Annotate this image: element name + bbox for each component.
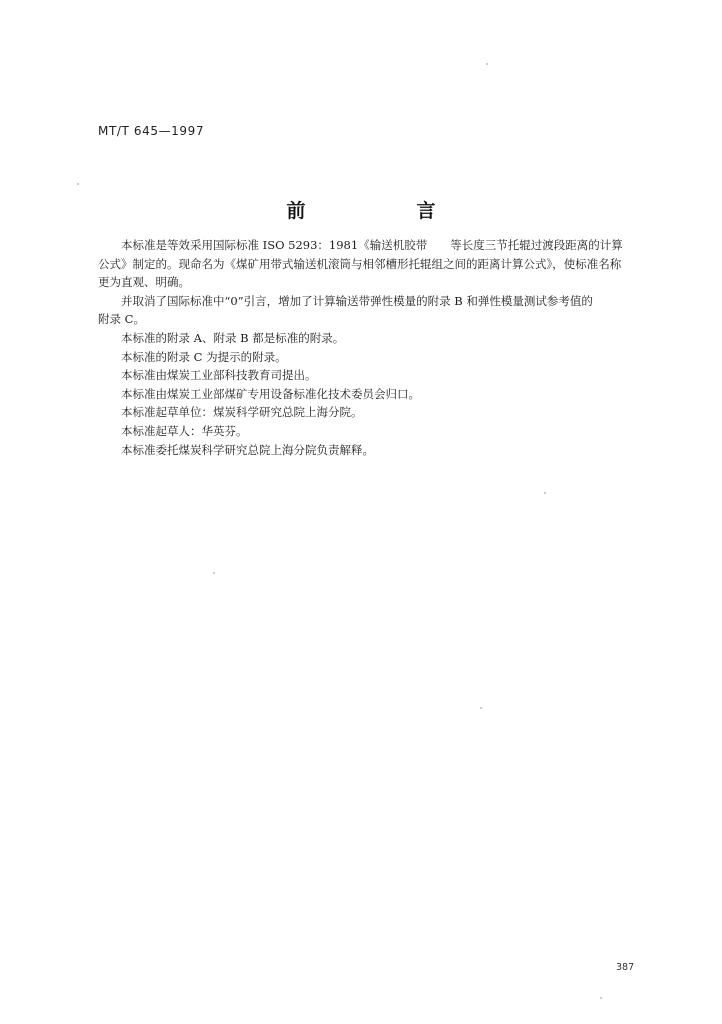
page-number: 387 <box>616 962 635 973</box>
paragraph-interpretation <box>98 441 658 460</box>
paragraph-drafter <box>98 422 658 441</box>
scan-speck <box>544 492 546 494</box>
paragraph-line: 本标准的附录 C 为提示的附录。 <box>121 349 287 364</box>
scan-speck <box>213 572 215 574</box>
paragraph-line: 本标准由煤炭工业部煤矿专用设备标准化技术委员会归口。 <box>121 386 420 401</box>
paragraph-line: 公式》制定的。现命名为《煤矿用带式输送机滚筒与相邻槽形托辊组之间的距离计算公式》，使标准名称 <box>98 256 622 271</box>
paragraph-line: 本标准由煤炭工业部科技教育司提出。 <box>121 368 317 383</box>
paragraph-line: 本标准起草人：华英芬。 <box>121 423 248 438</box>
scan-speck <box>77 183 79 185</box>
paragraph-line: 本标准委托煤炭科学研究总院上海分院负责解释。 <box>121 442 374 457</box>
paragraph-line: 附录 C。 <box>98 312 145 327</box>
paragraph-proposed-by <box>98 366 658 385</box>
foreword-body <box>98 236 658 459</box>
paragraph-line: 更为直观、明确。 <box>98 275 190 290</box>
scan-speck <box>486 63 488 65</box>
paragraph-annex-normative <box>98 329 658 348</box>
paragraph-line: 并取消了国际标准中“0”引言，增加了计算输送带弹性模量的附录 B 和弹性模量测试参考值的 <box>121 293 593 308</box>
paragraph-line: 本标准是等效采用国际标准 ISO 5293：1981《输送机胶带 等长度三节托辊过渡段距离的计算 <box>121 238 623 252</box>
paragraph-line: 本标准的附录 A、附录 B 都是标准的附录。 <box>121 330 345 345</box>
paragraph-line: 本标准起草单位：煤炭科学研究总院上海分院。 <box>121 405 363 420</box>
paragraph-adoption <box>98 236 658 292</box>
scan-speck <box>480 707 482 709</box>
paragraph-annex-informative <box>98 348 658 367</box>
paragraph-drafting-unit <box>98 403 658 422</box>
page-title: 前 言 <box>286 200 482 222</box>
standard-code: MT/T 645—1997 <box>98 124 205 138</box>
paragraph-changes <box>98 292 658 329</box>
scan-speck <box>600 997 602 999</box>
paragraph-centralized-by <box>98 385 658 404</box>
